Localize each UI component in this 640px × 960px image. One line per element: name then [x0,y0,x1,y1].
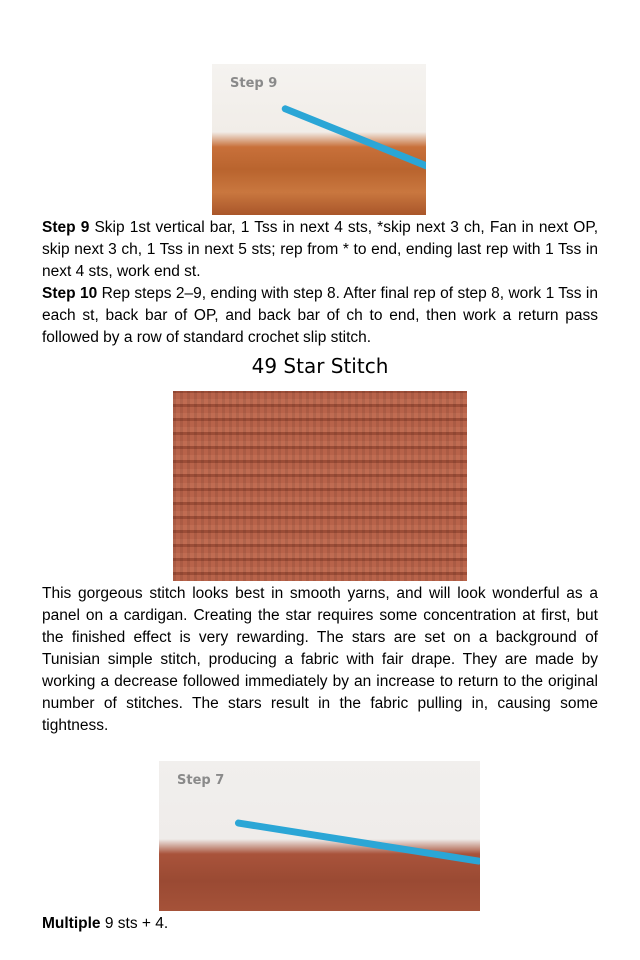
step-7-photo [159,761,480,911]
step-label: Step 10 [42,285,98,302]
step-text: Skip 1st vertical bar, 1 Tss in next 4 sts, *skip next 3 ch, Fan in next OP, skip next 3 ch, 1 Tss in next 5 sts; rep from * to end, ending last rep with 1 Tss in next 4 sts, work end st. [42,219,598,280]
step-9-photo [212,64,426,215]
step-10-paragraph [42,283,598,349]
photo-label: Step 7 [177,773,225,788]
description-paragraph: This gorgeous stitch looks best in smooth yarns, and will look wonderful as a panel on a cardigan. Creating the star requires some concentration at first, but the finished effect is very rewarding. The stars are set on a background of Tunisian simple stitch, producing a fabric with fair drape. They are made by working a decrease followed immediately by an increase to return to the original number of stitches. The stars result in the fabric pulling in, causing some tightness. [42,585,598,734]
section-heading: 49 Star Stitch [251,354,389,378]
step-9-paragraph [42,217,598,283]
multiple-paragraph [42,913,598,935]
multiple-text: 9 sts + 4. [100,915,169,932]
crochet-hook [281,104,426,174]
photo-label: Step 9 [230,76,278,91]
multiple-label: Multiple [42,915,101,932]
step-label: Step 9 [42,219,90,236]
step-text: Rep steps 2–9, ending with step 8. After final rep of step 8, work 1 Tss in each st, back bar of OP, and back bar of ch to end, then work a return pass followed by a row of standard crochet slip stitch. [42,285,598,346]
crochet-hook [234,819,480,865]
star-stitch-swatch-photo [173,391,467,581]
